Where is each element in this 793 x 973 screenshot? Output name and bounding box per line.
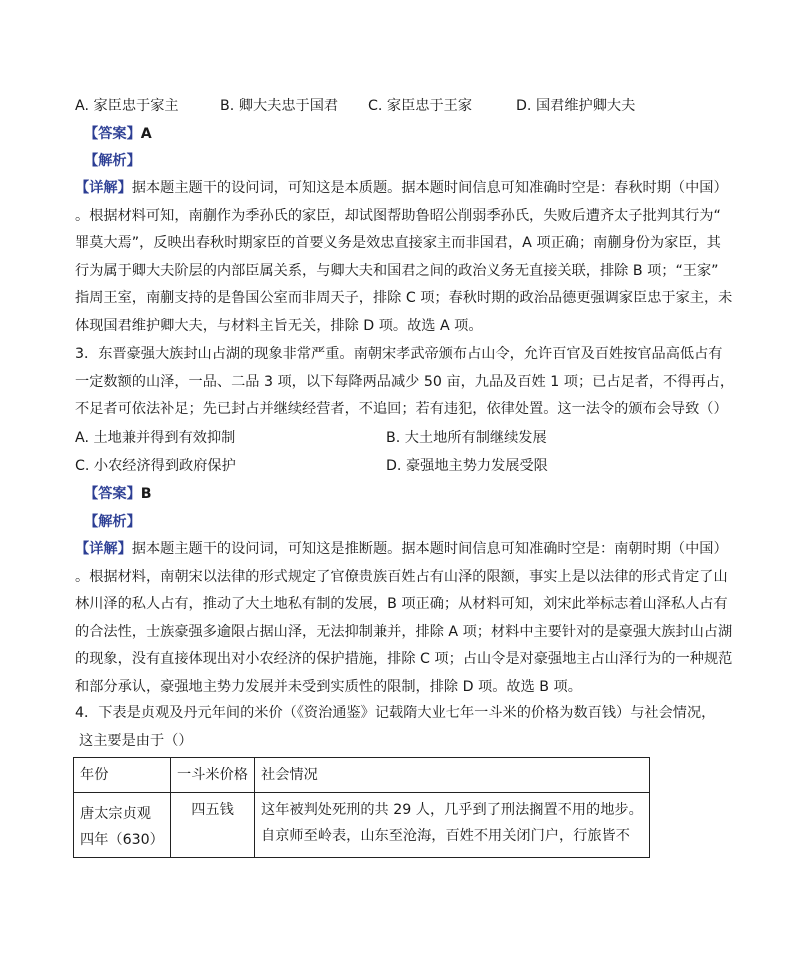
year-line: 四年（630）: [80, 832, 164, 848]
answer-label: 【答案】: [84, 126, 141, 142]
q3-explanation-line: 据本题主题干的设问词，可知这是推断题。据本题时间信息可知准确时空是：南朝时期（中国）: [131, 541, 728, 557]
q3-answer-line: [84, 484, 152, 504]
q3-stem: [75, 341, 735, 424]
q3-stem-line: 不足者可依法补足；先已封占并继续经营者，不追回；若有违犯，依律处置。这一法令的颁布会导致（）: [75, 401, 728, 417]
table-row: [74, 793, 650, 858]
q2-explanation-line: 指周王室，南蒯支持的是鲁国公室而非周天子，排除 C 项；春秋时期的政治品德更强调家臣忠于家主，未: [75, 290, 733, 306]
table-cell-situation: [255, 793, 650, 858]
q2-option-c: C. 家臣忠于王家: [368, 98, 473, 114]
q3-option-a: A. 土地兼并得到有效抑制: [75, 430, 236, 446]
table-header-year: 年份: [74, 758, 171, 793]
q4-stem-line: 这主要是由于（）: [79, 732, 193, 749]
q2-analysis-label: 【解析】: [84, 153, 141, 169]
q3-explanation-line: 。根据材料，南朝宋以法律的形式规定了官僚贵族百姓占有山泽的限额，事实上是以法律的形式肯定了山: [75, 568, 728, 585]
q3-explanation-line: 的合法性，士族豪强多逾限占据山泽，无法抑制兼并，排除 A 项；材料中主要针对的是豪强大族封山占湖: [75, 623, 733, 640]
q3-explanation-line: 和部分承认，豪强地主势力发展并未受到实质性的限制，排除 D 项。故选 B 项。: [75, 678, 582, 695]
q3-explanation-line: 的现象，没有直接体现出对小农经济的保护措施，排除 C 项；占山令是对豪强地主占山泽行为的一种规范: [75, 651, 733, 667]
table-header-row: [74, 758, 650, 793]
table-header-price: 一斗米价格: [171, 758, 255, 793]
q3-option-c: C. 小农经济得到政府保护: [75, 458, 236, 474]
situation-line: 这年被判处死刑的共 29 人，几乎到了刑法搁置不用的地步。: [261, 802, 643, 818]
q2-answer-line: [84, 124, 152, 144]
q3-analysis-label: 【解析】: [84, 514, 141, 530]
detail-label: 【详解】: [75, 541, 132, 557]
q4-stem-line: 4．下表是贞观及丹元年间的米价（《资治通鉴》记载隋大业七年一斗米的价格为数百钱）与社会情况，: [75, 705, 716, 721]
q2-option-d: D. 国君维护卿大夫: [516, 98, 636, 114]
q2-explanation: [75, 175, 733, 340]
q3-option-d: D. 豪强地主势力发展受限: [386, 458, 548, 474]
q3-explanation: [75, 536, 733, 701]
table-cell-year: [74, 793, 171, 858]
q2-option-a: A. 家臣忠于家主: [75, 98, 179, 114]
year-line: 唐太宗贞观: [80, 806, 151, 822]
q3-stem-line: 一定数额的山泽，一品、二品 3 项，以下每降两品减少 50 亩，九品及百姓 1 项；已占足者，不得再占，: [75, 373, 735, 390]
table-cell-price: [171, 793, 255, 858]
table-header-situation: 社会情况: [255, 758, 650, 793]
price-value: 四五钱: [191, 802, 234, 818]
q4-table: [73, 757, 650, 858]
q3-answer: B: [140, 486, 152, 502]
q3-option-b: B. 大土地所有制继续发展: [386, 430, 547, 446]
q2-explanation-line: 罪莫大焉”，反映出春秋时期家臣的首要义务是效忠直接家主而非国君，A 项正确；南蒯身份为家臣，其: [75, 235, 721, 251]
q2-option-b: B. 卿大夫忠于国君: [220, 98, 339, 114]
q2-explanation-line: 据本题主题干的设问词，可知这是本质题。据本题时间信息可知准确时空是：春秋时期（中国）: [131, 180, 728, 196]
detail-label: 【详解】: [75, 180, 132, 196]
q2-answer: A: [140, 126, 152, 142]
q3-explanation-line: 林川泽的私人占有，推动了大土地私有制的发展，B 项正确；从材料可知，刘宋此举标志着山泽私人占有: [75, 596, 728, 612]
q3-stem-line: 3．东晋豪强大族封山占湖的现象非常严重。南朝宋孝武帝颁布占山令，允许百官及百姓按官品高低占有: [75, 346, 723, 362]
q4-stem: [75, 700, 723, 755]
q2-explanation-line: 体现国君维护卿大夫，与材料主旨无关，排除 D 项。故选 A 项。: [75, 317, 483, 334]
answer-label: 【答案】: [84, 486, 141, 502]
q2-explanation-line: 。根据材料可知，南蒯作为季孙氏的家臣，却试图帮助鲁昭公削弱季孙氏，失败后遭齐太子批判其行为“: [75, 207, 721, 224]
q2-explanation-line: 行为属于卿大夫阶层的内部臣属关系，与卿大夫和国君之间的政治义务无直接关联，排除 B 项；“王家”: [75, 262, 719, 279]
situation-line: 自京师至岭表，山东至沧海，百姓不用关闭门户，行旅皆不: [261, 828, 630, 844]
